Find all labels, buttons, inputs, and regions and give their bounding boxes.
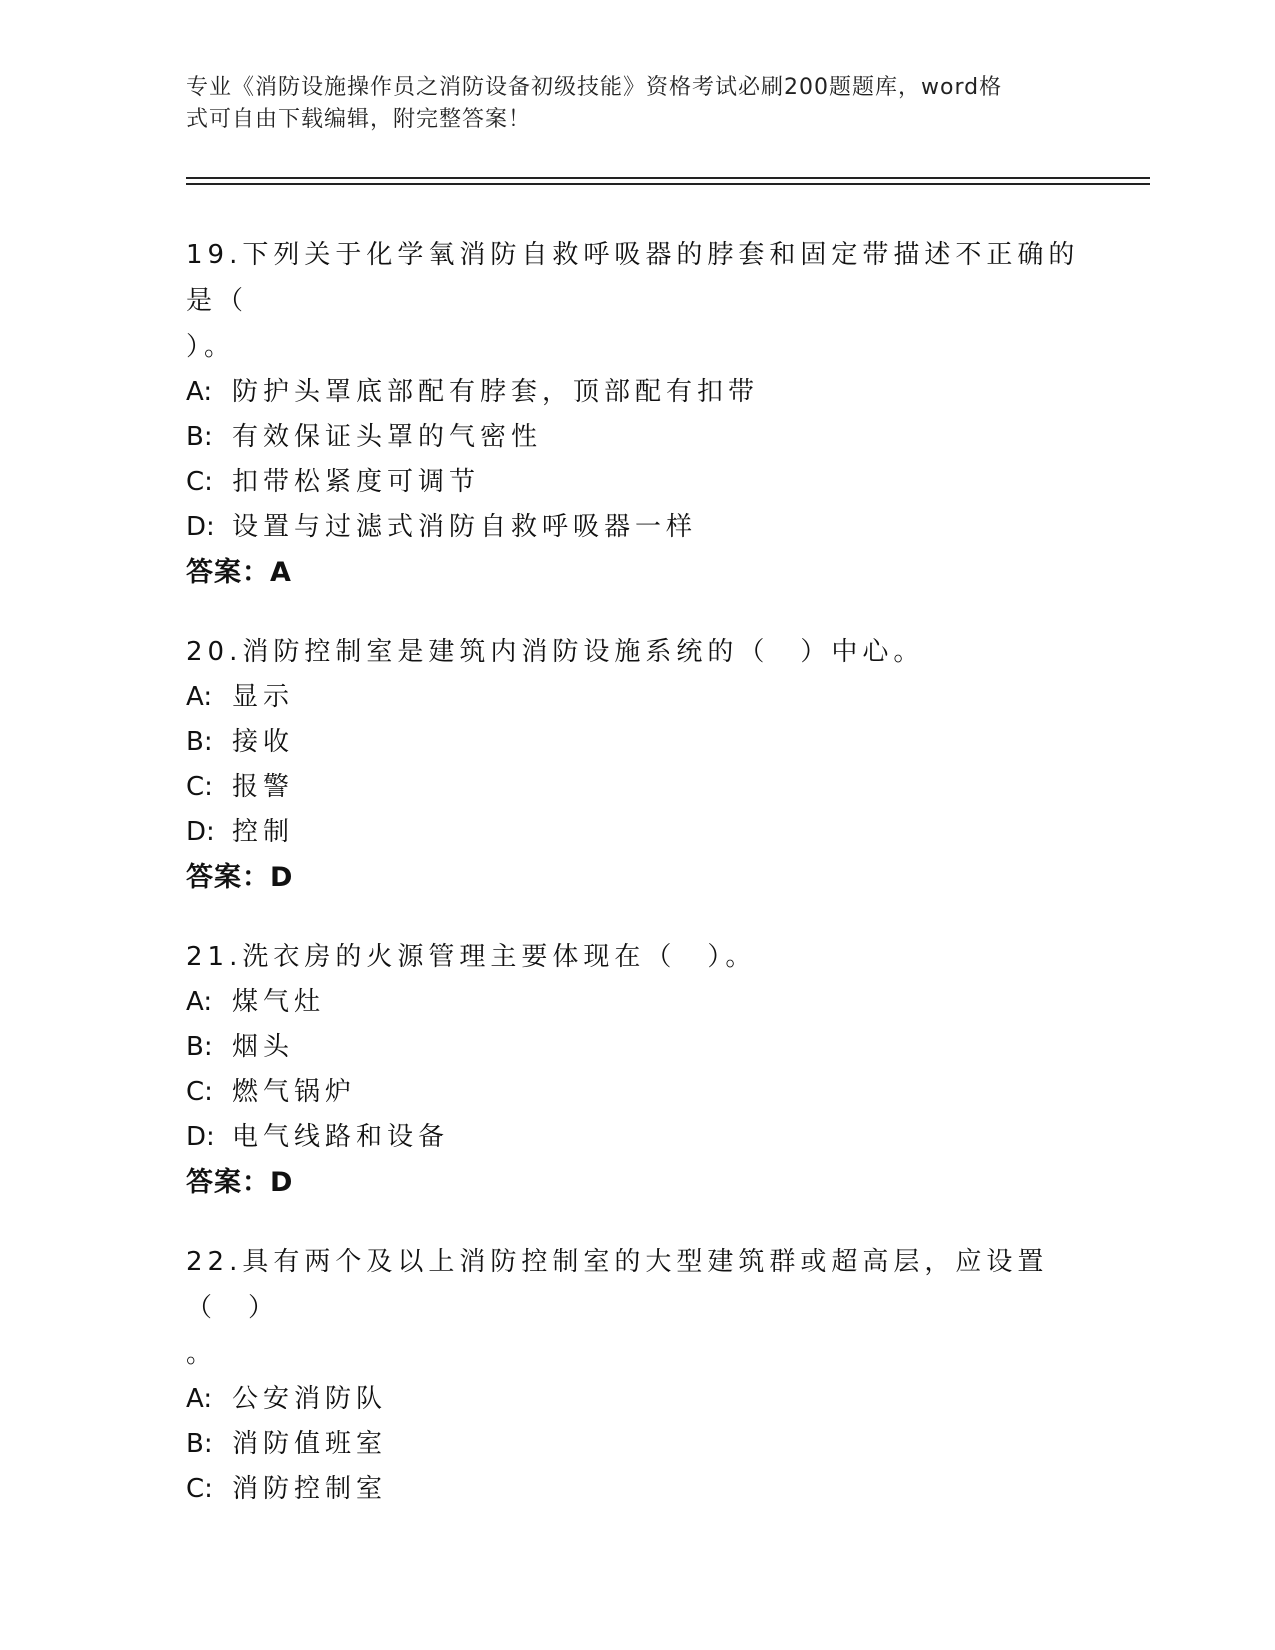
option-key: B: — [186, 727, 213, 757]
option-key: B: — [186, 422, 213, 452]
option-key: C: — [186, 1077, 213, 1107]
option-key: B: — [186, 1032, 213, 1062]
option-text: 电气线路和设备 — [232, 1122, 450, 1152]
header-divider-top — [186, 177, 1150, 179]
option-text: 报警 — [232, 772, 295, 802]
option-c — [186, 1467, 1086, 1512]
question-stem-line-2: 。 — [186, 1339, 218, 1369]
option-key: D: — [186, 1122, 215, 1152]
option-text: 防护头罩底部配有脖套，顶部配有扣带 — [232, 377, 760, 407]
question-22 — [186, 1239, 1086, 1512]
question-20 — [186, 629, 1086, 900]
answer-text: 答案：D — [186, 862, 294, 893]
option-text: 燃气锅炉 — [232, 1077, 357, 1107]
answer-text: 答案：D — [186, 1167, 294, 1198]
option-c — [186, 1070, 1086, 1115]
option-text: 控制 — [232, 817, 295, 847]
option-b — [186, 1422, 1086, 1467]
option-text: 公安消防队 — [232, 1384, 388, 1414]
question-stem-line-1: 19.下列关于化学氧消防自救呼吸器的脖套和固定带描述不正确的是（ — [186, 240, 1080, 316]
option-text: 显示 — [232, 682, 295, 712]
question-21 — [186, 934, 1086, 1205]
option-key: C: — [186, 1474, 213, 1504]
option-text: 设置与过滤式消防自救呼吸器一样 — [232, 512, 698, 542]
option-text: 煤气灶 — [232, 987, 326, 1017]
option-key: A: — [186, 987, 213, 1017]
option-b — [186, 720, 1086, 765]
option-d — [186, 1115, 1086, 1160]
option-key: D: — [186, 817, 215, 847]
header-divider-bottom — [186, 183, 1150, 185]
option-key: D: — [186, 512, 215, 542]
option-text: 有效保证头罩的气密性 — [232, 422, 543, 452]
option-key: C: — [186, 467, 213, 497]
option-text: 消防值班室 — [232, 1429, 388, 1459]
option-text: 扣带松紧度可调节 — [232, 467, 481, 497]
option-b — [186, 1025, 1086, 1070]
option-a — [186, 980, 1086, 1025]
option-d — [186, 810, 1086, 855]
header-line-1: 专业《消防设施操作员之消防设备初级技能》资格考试必刷200题题库，word格 — [186, 75, 1003, 100]
option-a — [186, 675, 1086, 720]
option-b — [186, 415, 1086, 460]
option-text: 消防控制室 — [232, 1474, 388, 1504]
option-key: C: — [186, 772, 213, 802]
header-line-2: 式可自由下载编辑，附完整答案！ — [186, 107, 532, 132]
question-stem-line-1: 20.消防控制室是建筑内消防设施系统的（ ）中心。 — [186, 637, 925, 667]
option-c — [186, 460, 1086, 505]
question-stem-line-1: 22.具有两个及以上消防控制室的大型建筑群或超高层，应设置（ ） — [186, 1247, 1049, 1323]
answer-text: 答案：A — [186, 557, 292, 588]
option-key: B: — [186, 1429, 213, 1459]
question-list — [186, 232, 1086, 1546]
option-key: A: — [186, 682, 213, 712]
option-text: 接收 — [232, 727, 295, 757]
question-stem-line-1: 21.洗衣房的火源管理主要体现在（ ）。 — [186, 942, 757, 972]
option-text: 烟头 — [232, 1032, 295, 1062]
question-stem-line-2: ）。 — [186, 332, 236, 362]
option-c — [186, 765, 1086, 810]
option-a — [186, 370, 1086, 415]
option-key: A: — [186, 1384, 213, 1414]
option-a — [186, 1377, 1086, 1422]
document-header — [186, 72, 1066, 136]
option-d — [186, 505, 1086, 550]
question-19 — [186, 232, 1086, 595]
option-key: A: — [186, 377, 213, 407]
